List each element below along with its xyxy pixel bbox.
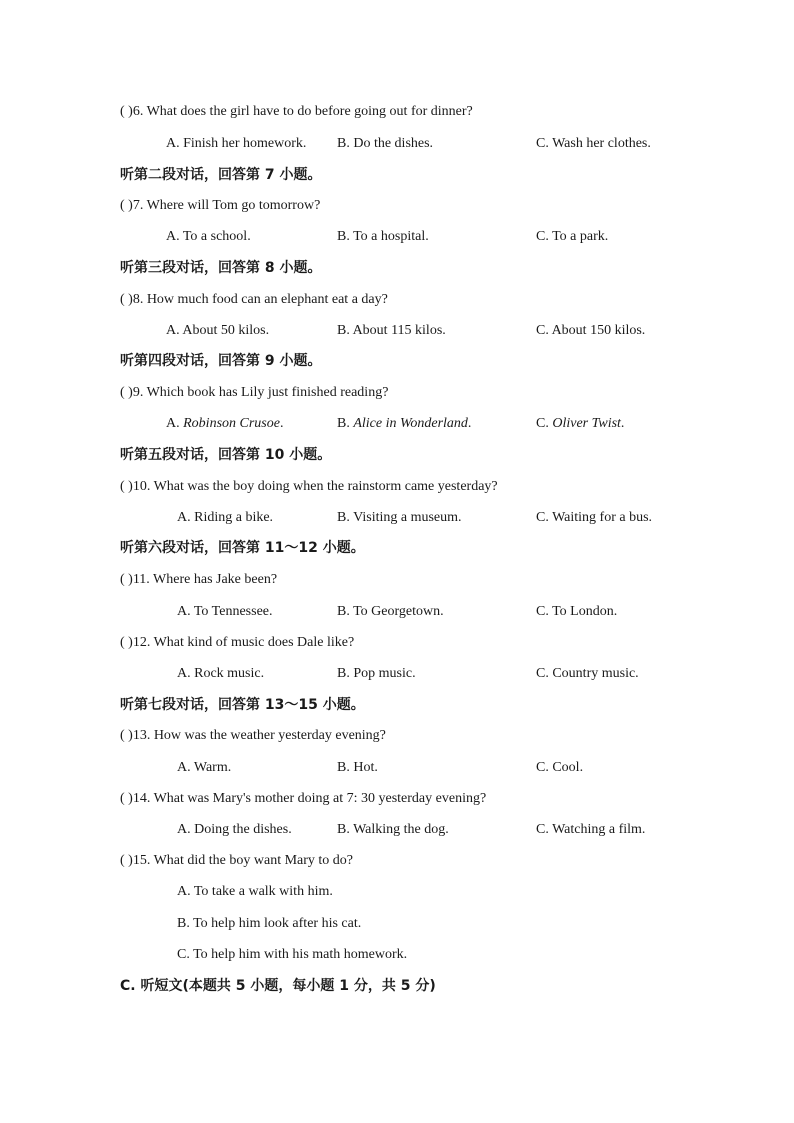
- q15-option-c: C. To help him with his math homework.: [177, 947, 408, 962]
- q14-option-a: A. Doing the dishes.: [177, 822, 292, 837]
- section-6-heading: 听第六段对话，回答第 11～12 小题。: [120, 540, 365, 556]
- q13-option-b: B. Hot.: [337, 760, 378, 775]
- q12-option-a: A. Rock music.: [177, 666, 265, 681]
- q6-option-a: A. Finish her homework.: [166, 136, 307, 151]
- q15-option-a: A. To take a walk with him.: [177, 884, 333, 899]
- section-3-heading: 听第三段对话，回答第 8 小题。: [120, 260, 322, 276]
- q9-option-b: B. Alice in Wonderland.: [337, 416, 472, 431]
- q8-option-c: C. About 150 kilos.: [536, 323, 646, 338]
- question-10-stem: ( )10. What was the boy doing when the rainstorm came yesterday?: [120, 479, 498, 494]
- q10-option-b: B. Visiting a museum.: [337, 510, 462, 525]
- section-4-heading: 听第四段对话，回答第 9 小题。: [120, 353, 322, 369]
- q13-option-a: A. Warm.: [177, 760, 232, 775]
- q15-option-b: B. To help him look after his cat.: [177, 916, 362, 931]
- q7-option-a: A. To a school.: [166, 229, 251, 244]
- q13-option-c: C. Cool.: [536, 760, 584, 775]
- question-12-stem: ( )12. What kind of music does Dale like?: [120, 635, 355, 650]
- q11-option-a: A. To Tennessee.: [177, 604, 273, 619]
- q6-option-b: B. Do the dishes.: [337, 136, 434, 151]
- section-2-heading: 听第二段对话，回答第 7 小题。: [120, 167, 322, 183]
- question-6-stem: ( )6. What does the girl have to do before going out for dinner?: [120, 104, 473, 119]
- section-7-heading: 听第七段对话，回答第 13～15 小题。: [120, 697, 365, 713]
- section-5-heading: 听第五段对话，回答第 10 小题。: [120, 447, 332, 463]
- question-11-stem: ( )11. Where has Jake been?: [120, 572, 278, 587]
- q12-option-c: C. Country music.: [536, 666, 639, 681]
- q8-option-b: B. About 115 kilos.: [337, 323, 446, 338]
- q11-option-c: C. To London.: [536, 604, 618, 619]
- q10-option-c: C. Waiting for a bus.: [536, 510, 653, 525]
- question-8-stem: ( )8. How much food can an elephant eat a day?: [120, 292, 388, 307]
- q14-option-b: B. Walking the dog.: [337, 822, 449, 837]
- q9-option-c: C. Oliver Twist.: [536, 416, 625, 431]
- q7-option-c: C. To a park.: [536, 229, 609, 244]
- question-14-stem: ( )14. What was Mary's mother doing at 7: 30 yesterday evening?: [120, 791, 487, 806]
- question-15-stem: ( )15. What did the boy want Mary to do?: [120, 853, 354, 868]
- q7-option-b: B. To a hospital.: [337, 229, 429, 244]
- q9-option-a: A. Robinson Crusoe.: [166, 416, 284, 431]
- question-13-stem: ( )13. How was the weather yesterday evening?: [120, 728, 386, 743]
- q11-option-b: B. To Georgetown.: [337, 604, 444, 619]
- question-9-stem: ( )9. Which book has Lily just finished reading?: [120, 385, 389, 400]
- q8-option-a: A. About 50 kilos.: [166, 323, 270, 338]
- q6-option-c: C. Wash her clothes.: [536, 136, 651, 151]
- part-c-heading: C. 听短文(本题共 5 小题，每小题 1 分，共 5 分): [120, 978, 436, 994]
- q12-option-b: B. Pop music.: [337, 666, 416, 681]
- question-7-stem: ( )7. Where will Tom go tomorrow?: [120, 198, 321, 213]
- q10-option-a: A. Riding a bike.: [177, 510, 274, 525]
- q14-option-c: C. Watching a film.: [536, 822, 646, 837]
